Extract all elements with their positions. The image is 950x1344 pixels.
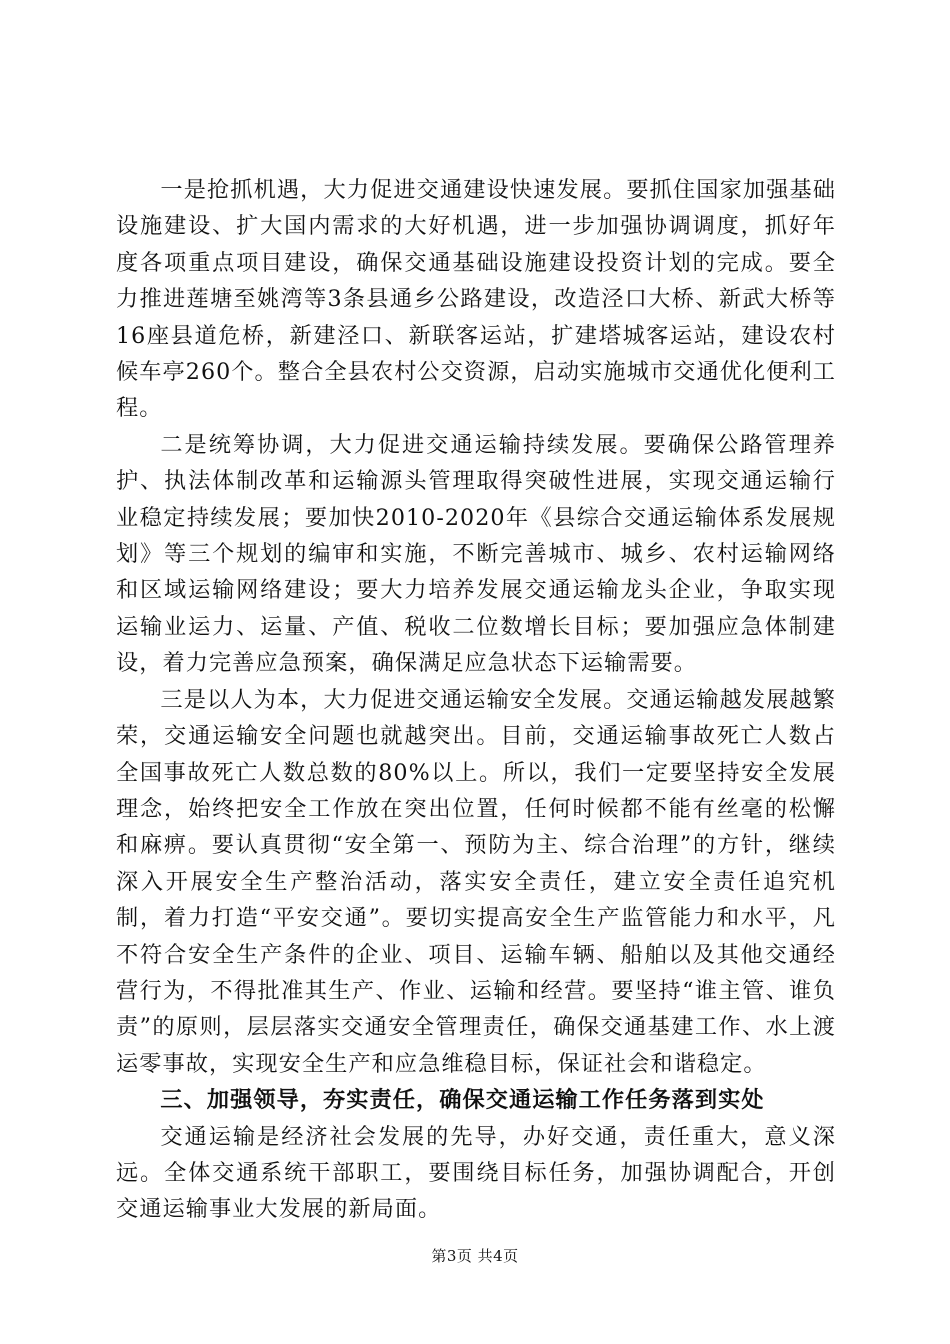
paragraph-construction: 一是抢抓机遇，大力促进交通建设快速发展。要抓住国家加强基础设施建设、扩大国内需求的大好机遇，进一步加强协调调度，抓好年度各项重点项目建设，确保交通基础设施建设投资计划的完成。要全力推进莲塘至姚湾等3条县通乡公路建设，改造泾口大桥、新武大桥等16座县道危桥，新建泾口、新联客运站，扩建塔城客运站，建设农村候车亭260个。整合全县农村公交资源，启动实施城市交通优化便利工程。	[116, 177, 836, 422]
page-number-footer: 第3页 共4页	[431, 1247, 519, 1265]
paragraph-safety: 三是以人为本，大力促进交通运输安全发展。交通运输越发展越繁荣，交通运输安全问题也就越突出。目前，交通运输事故死亡人数占全国事故死亡人数总数的80%以上。所以，我们一定要坚持安全发展理念，始终把安全工作放在突出位置，任何时候都不能有丝毫的松懈和麻痹。要认真贯彻“安全第一、预防为主、综合治理”的方针，继续深入开展安全生产整治活动，落实安全责任，建立安全责任追究机制，着力打造“平安交通”。要切实提高安全生产监管能力和水平，凡不符合安全生产条件的企业、项目、运输车辆、船舶以及其他交通经营行为，不得批准其生产、作业、运输和经营。要坚持“谁主管、谁负责”的原则，层层落实交通安全管理责任，确保交通基建工作、水上渡运零事故，实现安全生产和应急维稳目标，保证社会和谐稳定。	[116, 686, 836, 1077]
section-heading: 三、加强领导，夯实责任，确保交通运输工作任务落到实处	[160, 1087, 765, 1114]
paragraph-closing: 交通运输是经济社会发展的先导，办好交通，责任重大，意义深远。全体交通系统干部职工，要围绕目标任务，加强协调配合，开创交通运输事业大发展的新局面。	[116, 1123, 836, 1223]
paragraph-coordination: 二是统筹协调，大力促进交通运输持续发展。要确保公路管理养护、执法体制改革和运输源头管理取得突破性进展，实现交通运输行业稳定持续发展；要加快2010-2020年《县综合交通运输体系发展规划》等三个规划的编审和实施，不断完善城市、城乡、农村运输网络和区域运输网络建设；要大力培养发展交通运输龙头企业，争取实现运输业运力、运量、产值、税收二位数增长目标；要加强应急体制建设，着力完善应急预案，确保满足应急状态下运输需要。	[116, 431, 836, 677]
document-body	[116, 172, 836, 1228]
